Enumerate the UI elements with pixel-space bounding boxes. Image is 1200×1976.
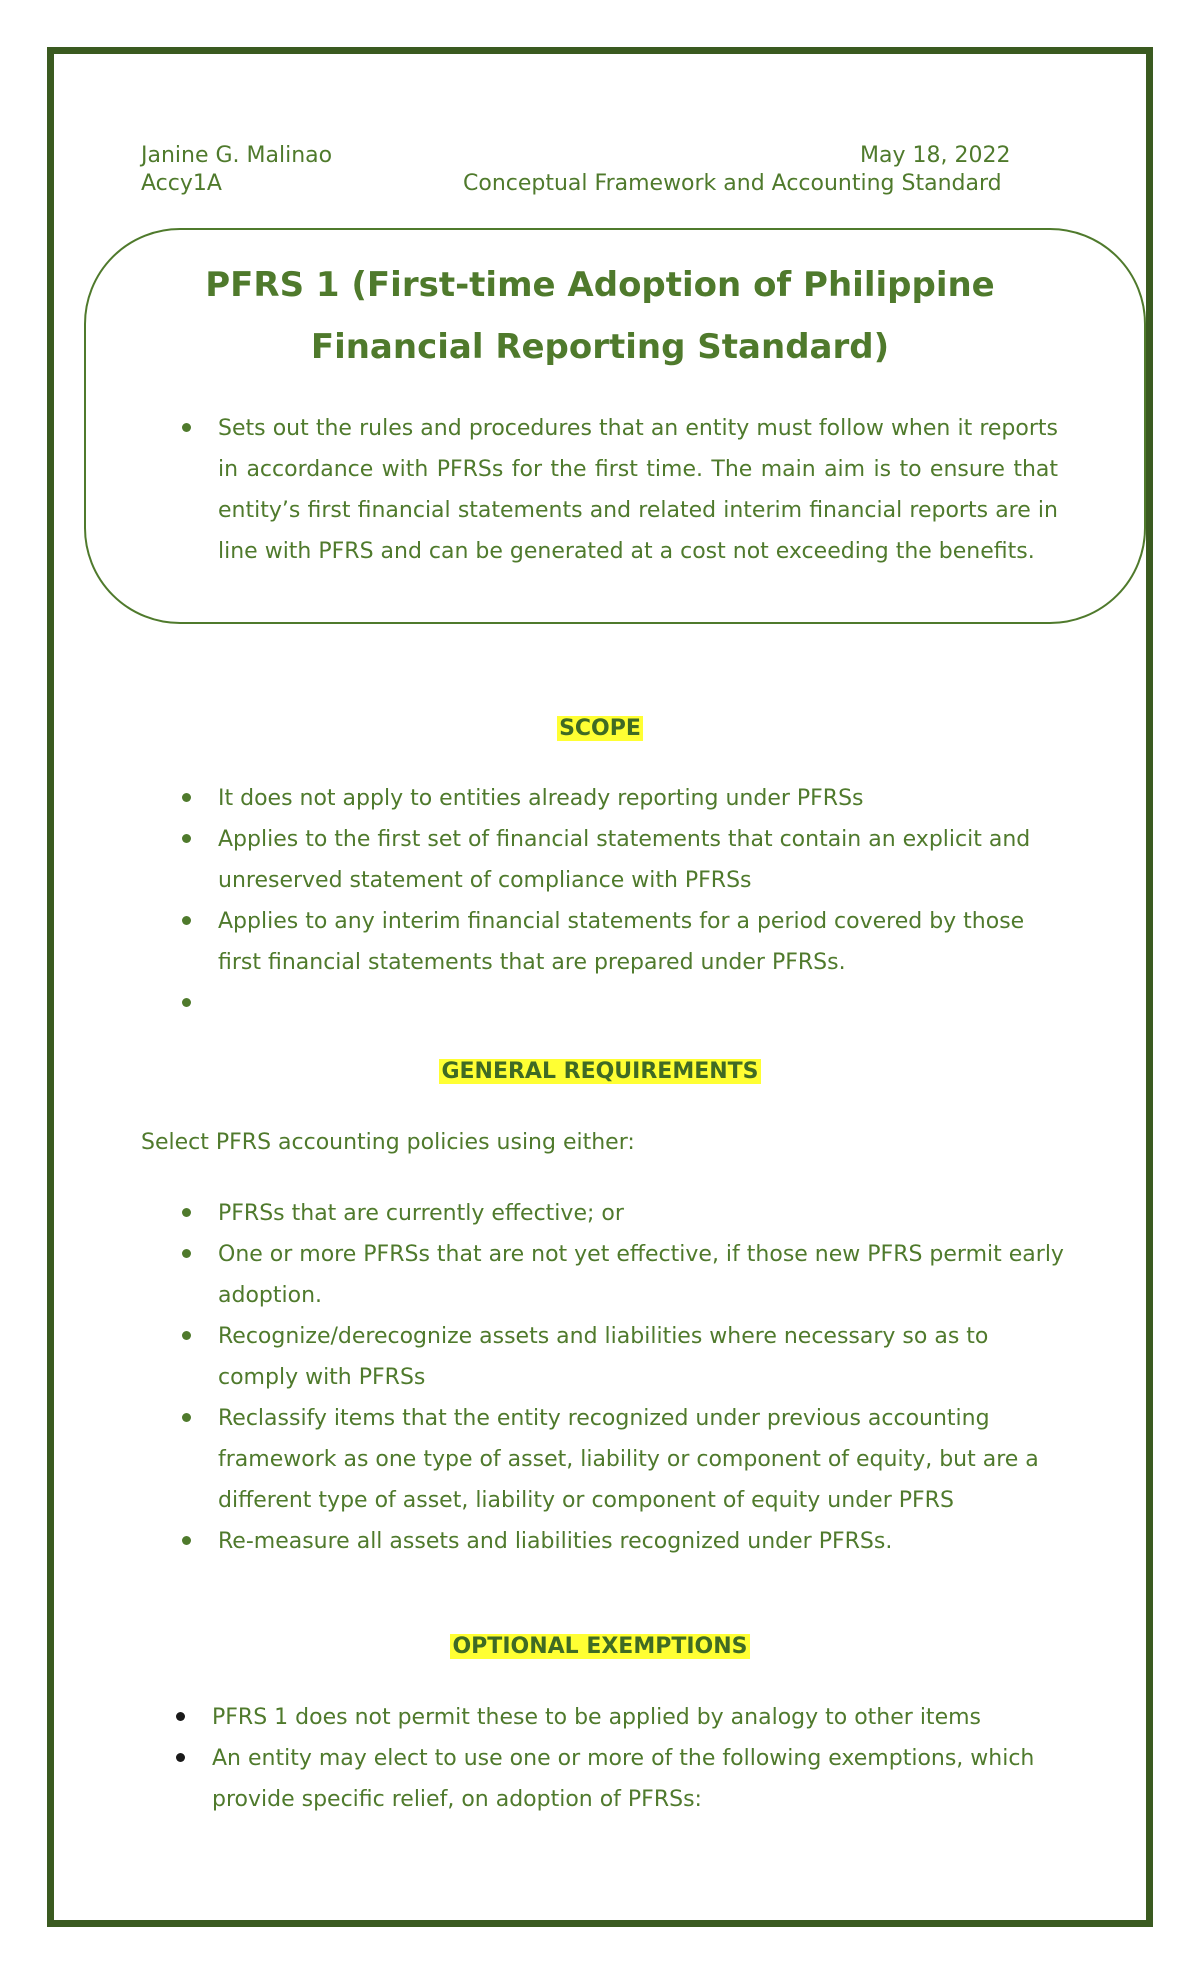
subject-name: Conceptual Framework and Accounting Standard — [463, 171, 1002, 196]
scope-item: Applies to any interim financial statements for a period covered by those first financial statements that are prepared under PFRSs. — [218, 909, 1025, 975]
course-code: Accy1A — [141, 171, 222, 196]
bullet-icon — [182, 1331, 191, 1340]
list-item — [218, 901, 1068, 983]
list-item — [218, 1521, 1068, 1562]
exemption-item: PFRS 1 does not permit these to be applied by analogy to other items — [212, 1705, 981, 1730]
exemption-item: An entity may elect to use one or more of the following exemptions, which provide specific relief, on adoption of PFRSs: — [212, 1746, 1035, 1812]
optional-exemptions-heading-text: OPTIONAL EXEMPTIONS — [452, 1634, 748, 1659]
bullet-icon — [182, 916, 191, 925]
title-description-list — [218, 408, 1058, 572]
title-description: Sets out the rules and procedures that an entity must follow when it reports in accordance with PFRSs for the first time. The main aim is to ensure that entity’s first financial statements and related interim financial reports are in line with PFRS and can be generated at a cost not exceeding the benefits. — [218, 416, 1058, 564]
bullet-icon — [176, 1753, 185, 1762]
bullet-icon — [182, 1208, 191, 1217]
bullet-icon — [182, 423, 191, 432]
document-date: May 18, 2022 — [860, 143, 1011, 168]
requirement-item: One or more PFRSs that are not yet effective, if those new PFRS permit early adoption. — [218, 1242, 1064, 1308]
requirement-item: Reclassify items that the entity recognized under previous accounting framework as one type of asset, liability or component of equity, but are a different type of asset, liability or component of equity under PFRS — [218, 1406, 1039, 1513]
bullet-icon — [182, 1536, 191, 1545]
scope-heading — [0, 714, 1200, 744]
general-requirements-intro: Select PFRS accounting policies using either: — [141, 1130, 635, 1155]
page-title — [110, 254, 1090, 378]
list-item — [218, 983, 1068, 1024]
requirement-item: Recognize/derecognize assets and liabilities where necessary so as to comply with PFRSs — [218, 1324, 989, 1390]
scope-heading-text: SCOPE — [559, 716, 641, 741]
author-name: Janine G. Malinao — [141, 143, 333, 168]
bullet-icon — [182, 834, 191, 843]
list-item — [218, 1234, 1068, 1316]
scope-list — [218, 778, 1068, 1024]
bullet-icon — [182, 1413, 191, 1422]
general-requirements-heading — [0, 1057, 1200, 1087]
list-item — [212, 1738, 1072, 1820]
requirement-item: PFRSs that are currently effective; or — [218, 1201, 624, 1226]
bullet-icon — [182, 1249, 191, 1258]
list-item — [218, 1316, 1068, 1398]
scope-item: Applies to the first set of financial statements that contain an explicit and unreserved statement of compliance with PFRSs — [218, 827, 1031, 893]
list-item — [218, 819, 1068, 901]
optional-exemptions-heading — [0, 1632, 1200, 1662]
general-requirements-list — [218, 1193, 1068, 1562]
list-item — [212, 1697, 1072, 1738]
bullet-icon — [176, 1712, 185, 1721]
bullet-icon — [182, 998, 191, 1007]
bullet-icon — [182, 793, 191, 802]
title-line-2: Financial Reporting Standard) — [310, 327, 890, 367]
list-item — [218, 408, 1058, 572]
general-requirements-heading-text: GENERAL REQUIREMENTS — [441, 1059, 759, 1084]
optional-exemptions-list — [212, 1697, 1072, 1820]
list-item — [218, 778, 1068, 819]
scope-item: It does not apply to entities already reporting under PFRSs — [218, 786, 864, 811]
list-item — [218, 1193, 1068, 1234]
list-item — [218, 1398, 1068, 1521]
title-line-1: PFRS 1 (First-time Adoption of Philippine — [205, 265, 995, 305]
requirement-item: Re-measure all assets and liabilities recognized under PFRSs. — [218, 1529, 893, 1554]
